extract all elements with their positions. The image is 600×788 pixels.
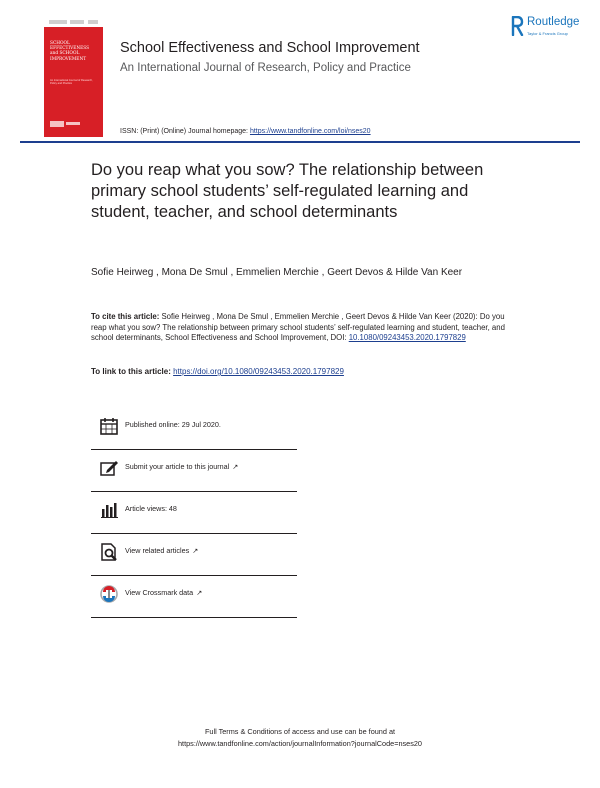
cover-subtitle: An International Journal of Research, Policy and Practice [50,79,93,86]
crossmark-link[interactable] [125,588,202,597]
related-articles-row[interactable] [91,534,297,576]
external-link-icon: ↗ [232,462,239,471]
cover-title: SCHOOL EFFECTIVENESS and SCHOOL IMPROVEMENT [50,41,90,62]
article-link-label: To link to this article: [91,367,174,376]
article-doi-url[interactable]: https://doi.org/10.1080/09243453.2020.1797829 [173,367,344,376]
cover-publisher-logo-text [66,122,80,125]
submit-article-label: Submit your article to this journal [125,462,230,471]
terms-footer [0,726,600,750]
calendar-icon [99,416,119,436]
cover-publisher-logo [50,121,64,127]
document-search-icon [99,542,119,562]
submit-article-row[interactable] [91,450,297,492]
crossmark-icon [99,584,119,604]
article-info-panel [91,408,297,618]
journal-cover-image [44,17,103,137]
publisher-tagline: Taylor & Francis Group [527,31,568,36]
submit-article-link[interactable] [125,462,238,471]
journal-subtitle: An International Journal of Research, Policy and Practice [120,62,411,74]
article-title: Do you reap what you sow? The relationship between primary school students’ self-regulated learning and student, teacher, and school determinants [91,161,484,221]
terms-url[interactable]: https://www.tandfonline.com/action/journalInformation?journalCode=nses20 [178,739,422,748]
header-divider [20,141,580,143]
journal-title: School Effectiveness and School Improvement [120,40,420,56]
citation-text: Sofie Heirweg , Mona De Smul , Emmelien Merchie , Geert Devos & Hilde Van Keer (2020): Do you reap what you sow? The relationship between primary school students’ self-regulated learning and student, teacher, and school determinants, School Effectiveness and School Improvement, DOI: [91,312,505,343]
issn-label: ISSN: (Print) (Online) Journal homepage: [120,128,250,135]
publisher-name: Routledge [527,16,580,28]
edit-icon [99,458,119,478]
article-views-row [91,492,297,534]
published-row [91,408,297,450]
issn-line [120,128,371,135]
related-articles-link[interactable] [125,546,198,555]
article-authors: Sofie Heirweg , Mona De Smul , Emmelien Merchie , Geert Devos & Hilde Van Keer [91,267,463,278]
citation-block [91,312,516,344]
bar-chart-icon [99,500,119,520]
cover-top-strip [44,17,103,27]
external-link-icon: ↗ [196,588,203,597]
crossmark-label: View Crossmark data [125,588,194,597]
citation-label: To cite this article: [91,312,160,321]
external-link-icon: ↗ [192,546,199,555]
published-date: Published online: 29 Jul 2020. [125,420,221,429]
article-views: Article views: 48 [125,504,177,513]
routledge-r-icon [510,16,524,36]
terms-text: Full Terms & Conditions of access and use can be found at [204,727,396,736]
journal-homepage-link[interactable]: https://www.tandfonline.com/loi/nses20 [249,128,371,135]
crossmark-row[interactable] [91,576,297,618]
article-link-line [91,367,344,376]
related-articles-label: View related articles [125,546,190,555]
citation-doi-link[interactable]: 10.1080/09243453.2020.1797829 [348,333,466,343]
